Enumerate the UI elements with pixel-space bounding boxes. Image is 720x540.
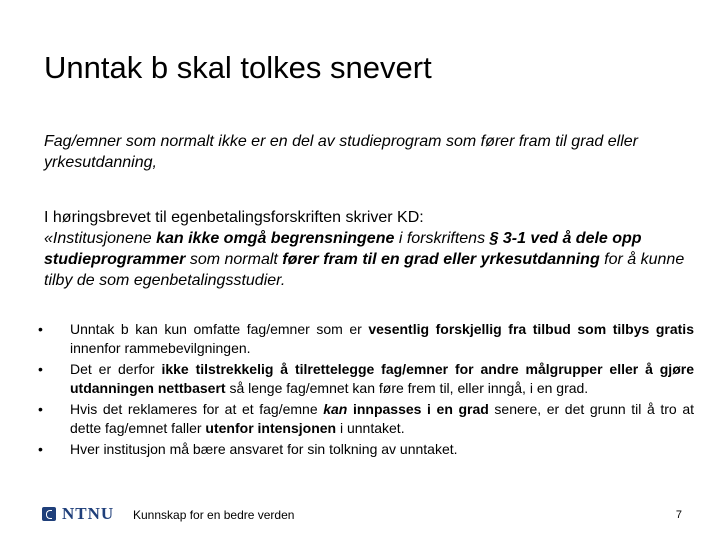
quote-segment: i forskriftens bbox=[394, 230, 490, 247]
bullet-item bbox=[38, 440, 694, 459]
bullet-item bbox=[38, 320, 694, 358]
bullet-segment: i unntaket. bbox=[336, 420, 405, 436]
bullet-segment: Hvis det reklameres for at et fag/emne bbox=[70, 401, 324, 417]
bullet-marker: • bbox=[38, 321, 43, 337]
bullet-marker: • bbox=[38, 441, 43, 457]
ministry-quote bbox=[44, 228, 694, 291]
bullet-segment: senere, er det grunn til å tro at dette fag/emnet faller bbox=[70, 401, 694, 436]
page-number: 7 bbox=[675, 509, 682, 521]
ntnu-logo-icon bbox=[42, 507, 56, 521]
bullet-segment: utenfor intensjonen bbox=[205, 420, 337, 436]
quote-segment: «Institusjonene bbox=[44, 230, 157, 247]
bullet-item bbox=[38, 360, 694, 398]
quote-lead: I høringsbrevet til egenbetalingsforskriften skriver KD: bbox=[44, 209, 424, 226]
quote-segment: som normalt bbox=[185, 251, 283, 268]
footer-tagline: Kunnskap for en bedre verden bbox=[133, 508, 295, 522]
bullet-segment: kan bbox=[323, 401, 348, 417]
bullet-segment: Unntak b kan kun omfatte fag/emner som er bbox=[70, 321, 369, 337]
ntnu-logo bbox=[42, 504, 114, 524]
slide-title: Unntak b skal tolkes snevert bbox=[44, 50, 432, 85]
bullet-marker: • bbox=[38, 361, 43, 377]
bullet-segment: Hver institusjon må bære ansvaret for sin tolkning av unntaket. bbox=[70, 441, 458, 457]
bullet-item bbox=[38, 400, 694, 438]
bullet-segment: ikke tilstrekkelig å tilrettelegge fag/emner for andre målgrupper eller å gjøre utdanningen nettbasert bbox=[70, 361, 694, 396]
quote-block bbox=[44, 207, 694, 291]
bullet-segment: innpasses i en grad bbox=[352, 401, 489, 417]
quote-segment: § 3-1 ved å dele opp studieprogrammer bbox=[44, 230, 642, 268]
intro-text: Fag/emner som normalt ikke er en del av studieprogram som fører fram til grad eller yrkesutdanning, bbox=[44, 133, 638, 171]
bullet-marker: • bbox=[38, 401, 43, 417]
quote-segment: for å kunne tilby de som egenbetalingsstudier. bbox=[44, 251, 685, 289]
bullet-list bbox=[38, 320, 694, 461]
logo-wordmark: NTNU bbox=[62, 504, 115, 523]
quote-segment: fører fram til en grad eller yrkesutdanning bbox=[282, 251, 600, 268]
bullet-segment: innenfor rammebevilgningen. bbox=[70, 340, 251, 356]
quote-segment: kan ikke omgå begrensningene bbox=[156, 230, 395, 247]
bullet-segment: så lenge fag/emnet kan føre frem til, eller inngå, i en grad. bbox=[225, 380, 589, 396]
bullet-segment: Det er derfor bbox=[70, 361, 162, 377]
bullet-segment: vesentlig forskjellig fra tilbud som tilbys gratis bbox=[368, 321, 694, 337]
